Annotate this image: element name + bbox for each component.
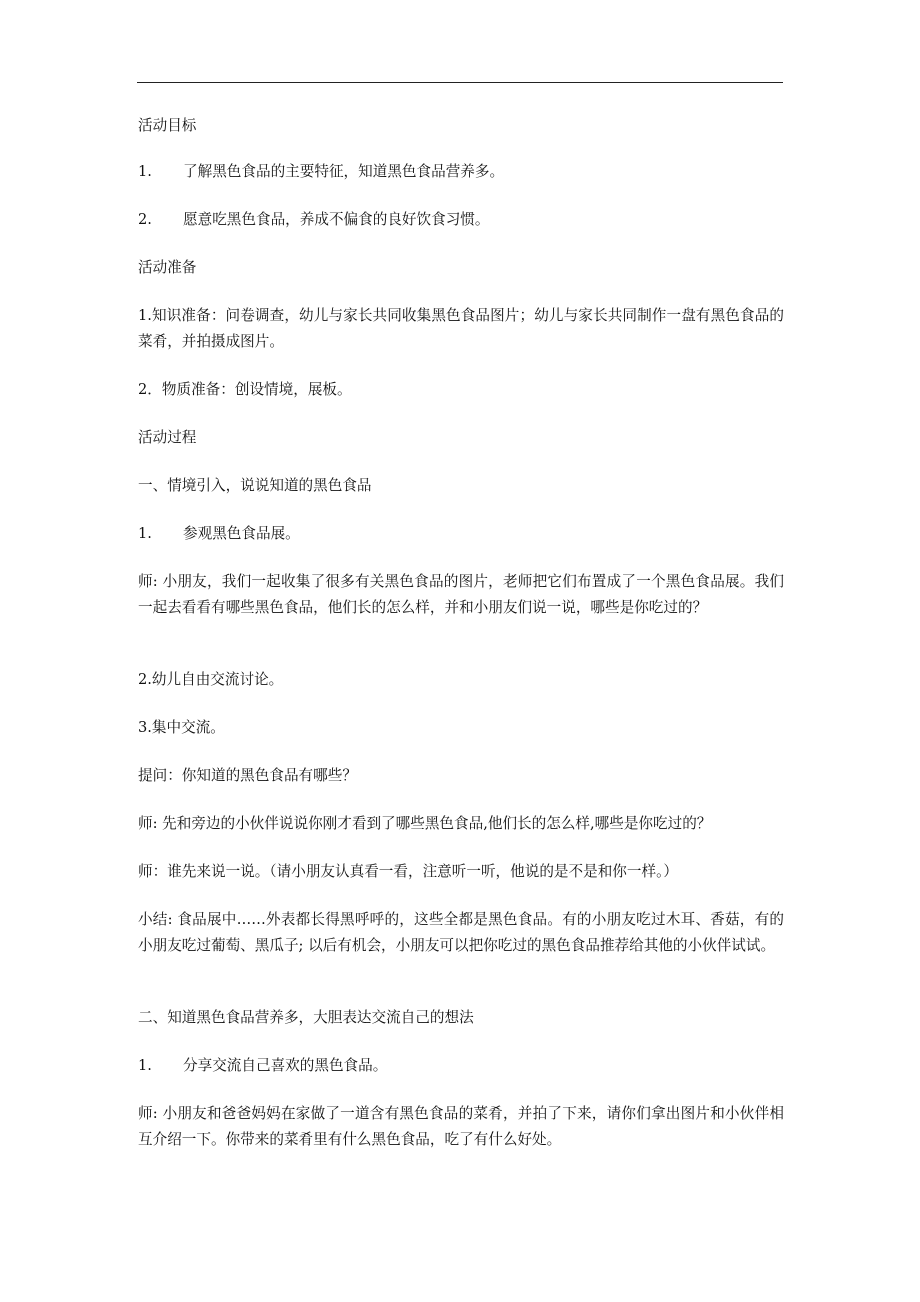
heading-activity-process: 活动过程: [138, 429, 197, 446]
list-text: 参观黑色食品展。: [183, 525, 300, 542]
list-number: 1.: [138, 1057, 152, 1074]
list-number: 1.: [138, 163, 152, 180]
teacher-share-paragraph: 师: 小朋友和爸爸妈妈在家做了一道含有黑色食品的菜肴，并拍了下来，请你们拿出图片和小伙伴相互介绍一下。你带来的菜肴里有什么黑色食品，吃了有什么好处。: [138, 1105, 784, 1148]
step-1-2: 2.幼儿自由交流讨论。: [138, 671, 284, 688]
summary-paragraph: 小结: 食品展中……外表都长得黑呼呼的，这些全都是黑色食品。有的小朋友吃过木耳、香菇，有的小朋友吃过葡萄、黑瓜子; 以后有机会，小朋友可以把你吃过的黑色食品推荐给其他的小伙伴试试。: [138, 911, 784, 954]
goal-item-1: [138, 159, 784, 185]
section-1-title: 一、情境引入，说说知道的黑色食品: [138, 477, 372, 494]
teacher-intro-paragraph: 师: 小朋友，我们一起收集了很多有关黑色食品的图片，老师把它们布置成了一个黑色食品展。我们一起去看看有哪些黑色食品，他们长的怎么样，并和小朋友们说一说，哪些是你吃过的？: [138, 573, 784, 616]
prep-knowledge: 1.知识准备：问卷调查，幼儿与家长共同收集黑色食品图片；幼儿与家长共同制作一盘有黑色食品的菜肴，并拍摄成图片。: [138, 307, 784, 350]
list-text: 分享交流自己喜欢的黑色食品。: [183, 1057, 388, 1074]
list-number: 2.: [138, 211, 152, 228]
list-text: 了解黑色食品的主要特征，知道黑色食品营养多。: [183, 163, 505, 180]
heading-activity-preparation: 活动准备: [138, 259, 197, 276]
step-1-3: 3.集中交流。: [138, 719, 225, 736]
step-2-1: [138, 1053, 784, 1079]
section-2-title: 二、知道黑色食品营养多，大胆表达交流自己的想法: [138, 1009, 474, 1026]
question-paragraph: 提问：你知道的黑色食品有哪些？: [138, 767, 357, 784]
prep-materials: 2．物质准备：创设情境，展板。: [138, 381, 352, 398]
list-number: 1.: [138, 525, 152, 542]
teacher-discussion-paragraph: 师: 先和旁边的小伙伴说说你刚才看到了哪些黑色食品,他们长的怎么样,哪些是你吃过的？: [138, 815, 712, 832]
list-text: 愿意吃黑色食品，养成不偏食的良好饮食习惯。: [183, 211, 490, 228]
heading-activity-goals: 活动目标: [138, 117, 197, 134]
step-1-1: [138, 521, 784, 547]
teacher-prompt-paragraph: 师：谁先来说一说。（请小朋友认真看一看，注意听一听，他说的是不是和你一样。）: [138, 863, 678, 880]
header-rule: [137, 82, 783, 83]
goal-item-2: [138, 207, 784, 233]
